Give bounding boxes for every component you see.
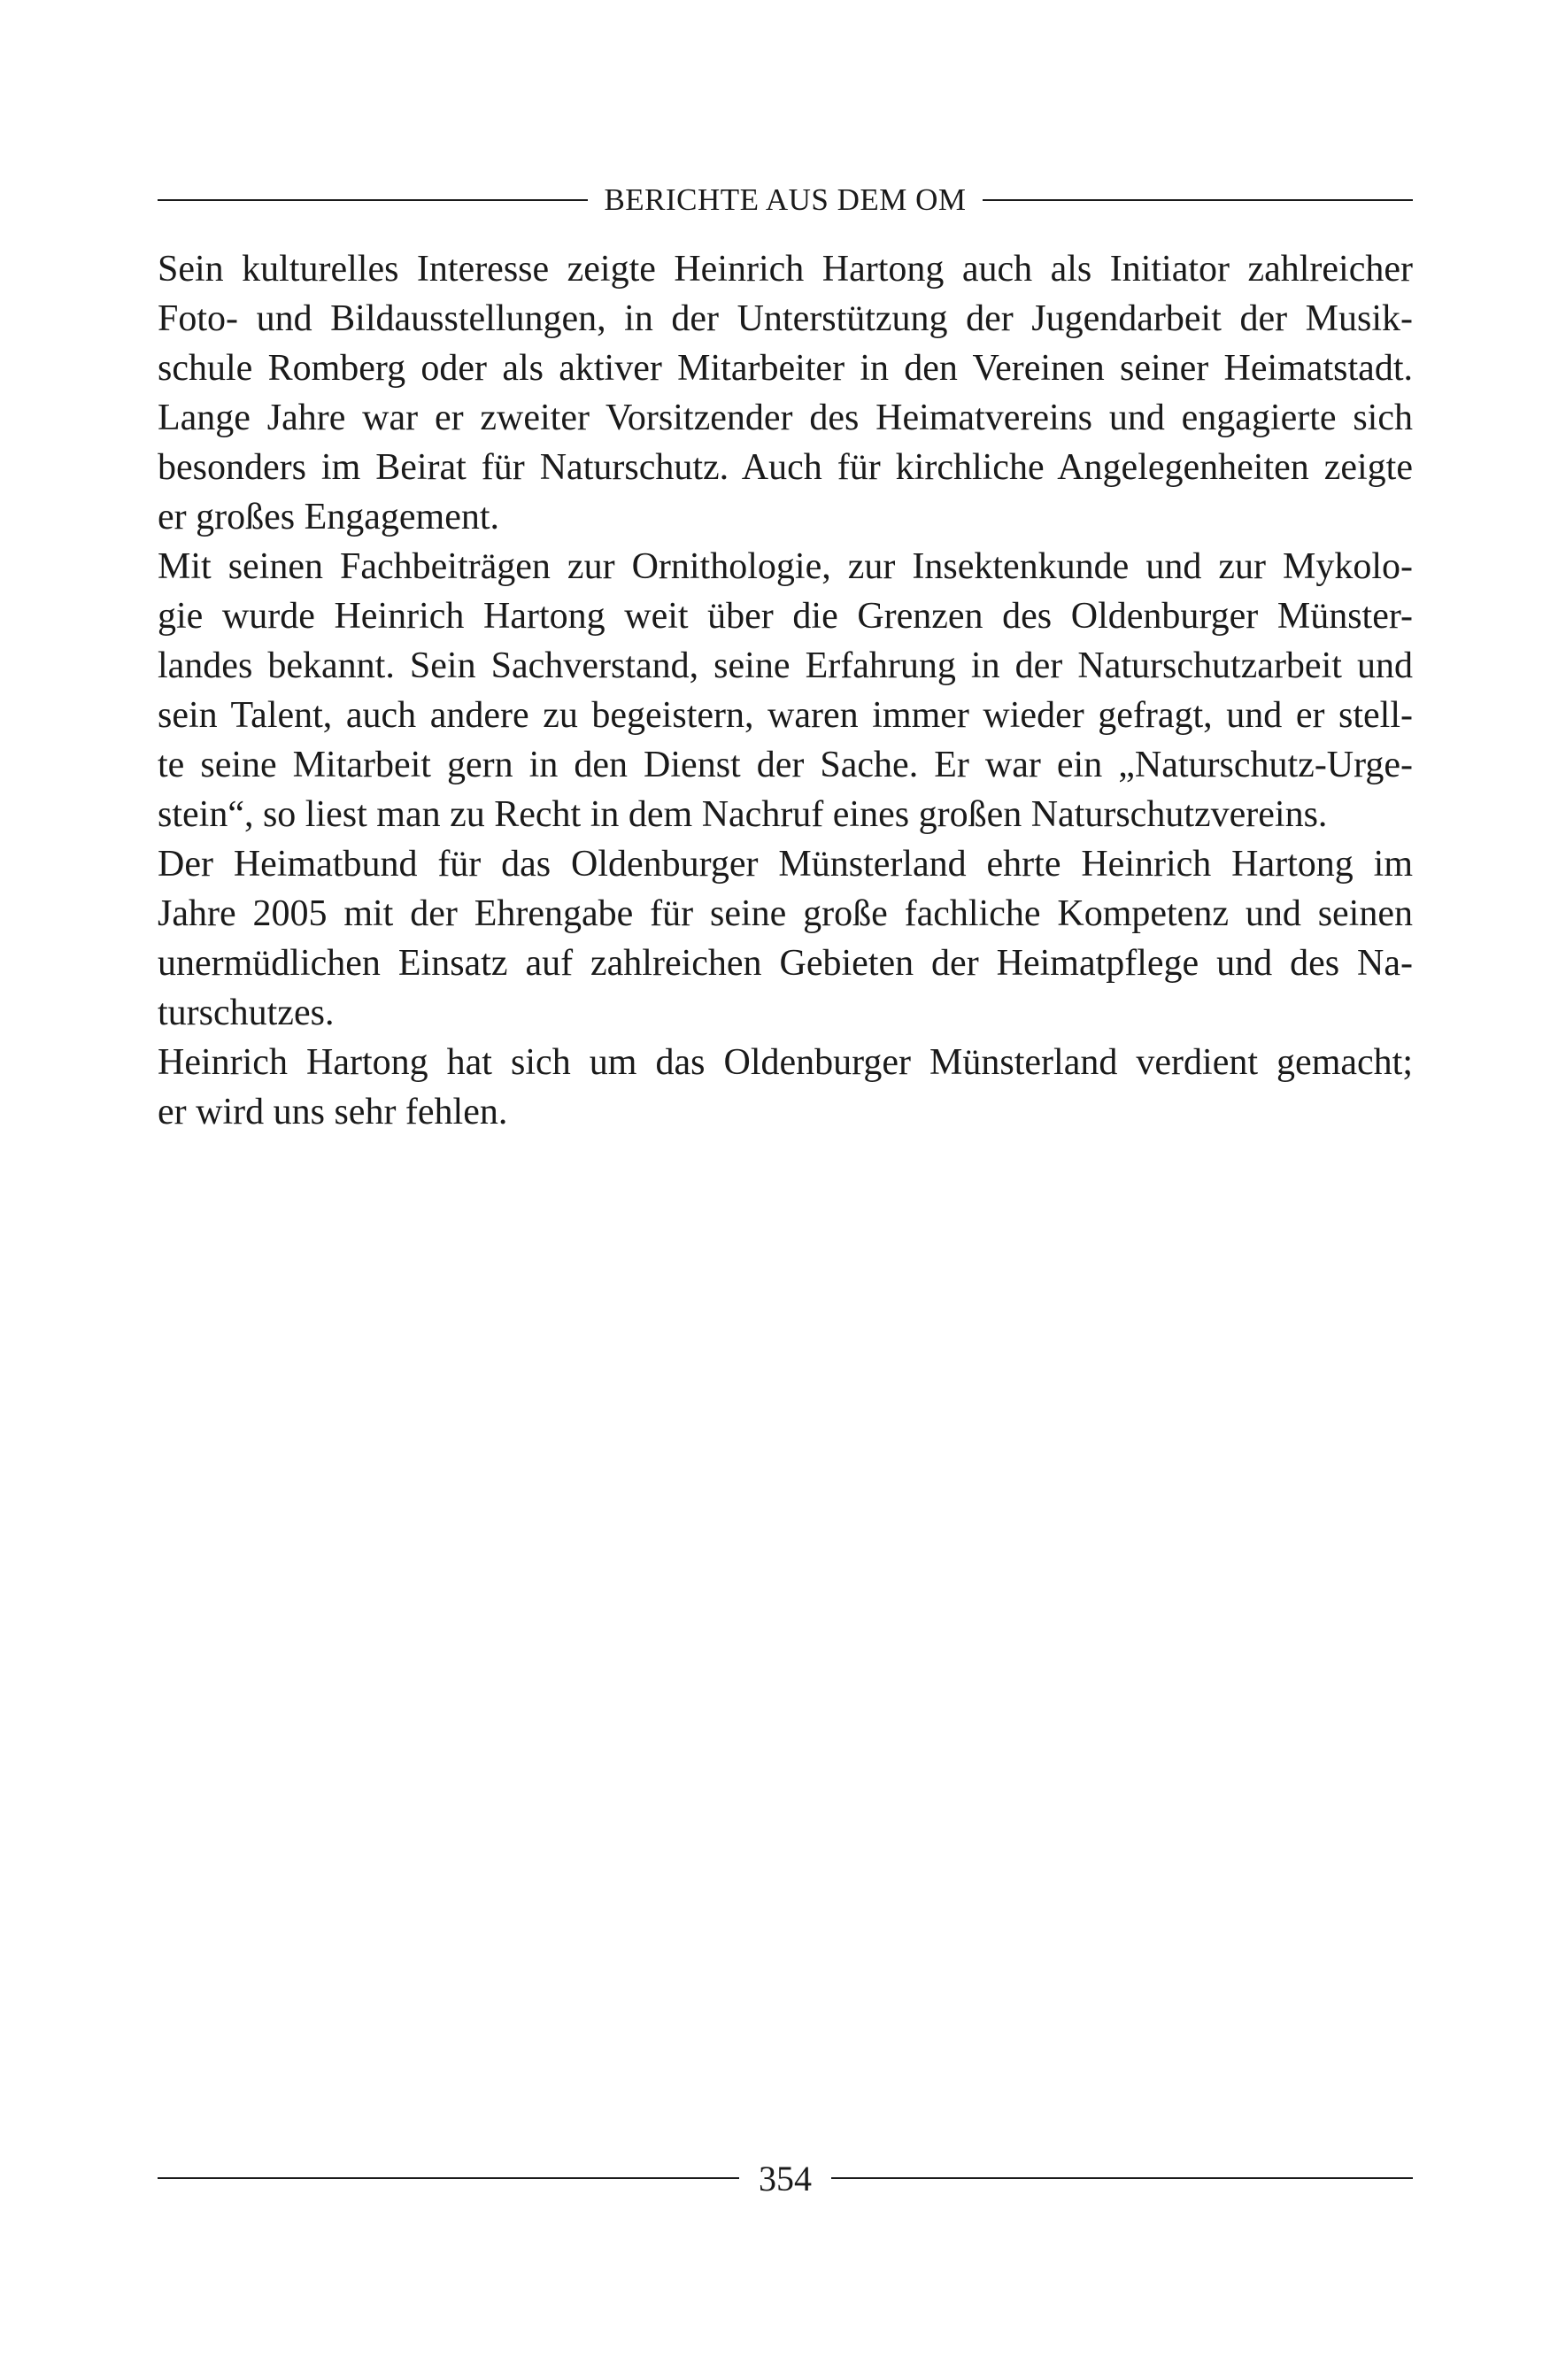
text-line: schule Romberg oder als aktiver Mitarbeiter in den Vereinen seiner Heimatstadt. <box>158 348 1413 389</box>
page-number: 354 <box>759 2158 812 2198</box>
page-footer <box>158 2152 1413 2205</box>
paragraph-4 <box>158 1038 1413 1137</box>
text-line: stein“, so liest man zu Recht in dem Nachruf eines großen Naturschutzvereins. <box>158 794 1328 835</box>
running-header <box>158 174 1413 227</box>
text-line: Lange Jahre war er zweiter Vorsitzender des Heimatvereins und engagierte sich <box>158 398 1413 438</box>
footer-rule-right <box>831 2177 1413 2179</box>
footer-rule-left <box>158 2177 739 2179</box>
paragraph-2 <box>158 542 1413 839</box>
paragraph-3 <box>158 839 1413 1038</box>
text-line: Heinrich Hartong hat sich um das Oldenburger Münsterland verdient gemacht; <box>158 1042 1413 1083</box>
running-header-title: BERICHTE AUS DEM OM <box>604 182 967 217</box>
text-line: besonders im Beirat für Naturschutz. Auch für kirchliche Angelegenheiten zeigte <box>158 447 1413 488</box>
text-line: gie wurde Heinrich Hartong weit über die Grenzen des Oldenburger Münster- <box>158 596 1413 637</box>
text-line: unermüdlichen Einsatz auf zahlreichen Gebieten der Heimatpflege und des Na- <box>158 943 1413 984</box>
text-line: sein Talent, auch andere zu begeistern, waren immer wieder gefragt, und er stell- <box>158 695 1413 736</box>
text-line: Mit seinen Fachbeiträgen zur Ornithologie, zur Insektenkunde und zur Mykolo- <box>158 546 1413 587</box>
header-rule-right <box>983 199 1413 201</box>
text-line: Foto- und Bildausstellungen, in der Unterstützung der Jugendarbeit der Musik- <box>158 298 1413 339</box>
body-text <box>158 244 1413 1137</box>
header-rule-left <box>158 199 588 201</box>
text-line: turschutzes. <box>158 993 335 1033</box>
text-line: te seine Mitarbeit gern in den Dienst der Sache. Er war ein „Naturschutz-Urge- <box>158 745 1413 785</box>
text-line: er großes Engagement. <box>158 497 500 537</box>
text-line: landes bekannt. Sein Sachverstand, seine Erfahrung in der Naturschutzarbeit und <box>158 645 1413 686</box>
text-line: Sein kulturelles Interesse zeigte Heinrich Hartong auch als Initiator zahlreicher <box>158 249 1413 290</box>
text-line: Jahre 2005 mit der Ehrengabe für seine große fachliche Kompetenz und seinen <box>158 893 1413 934</box>
text-line: Der Heimatbund für das Oldenburger Münsterland ehrte Heinrich Hartong im <box>158 844 1413 885</box>
paragraph-1 <box>158 244 1413 542</box>
text-line: er wird uns sehr fehlen. <box>158 1092 508 1132</box>
